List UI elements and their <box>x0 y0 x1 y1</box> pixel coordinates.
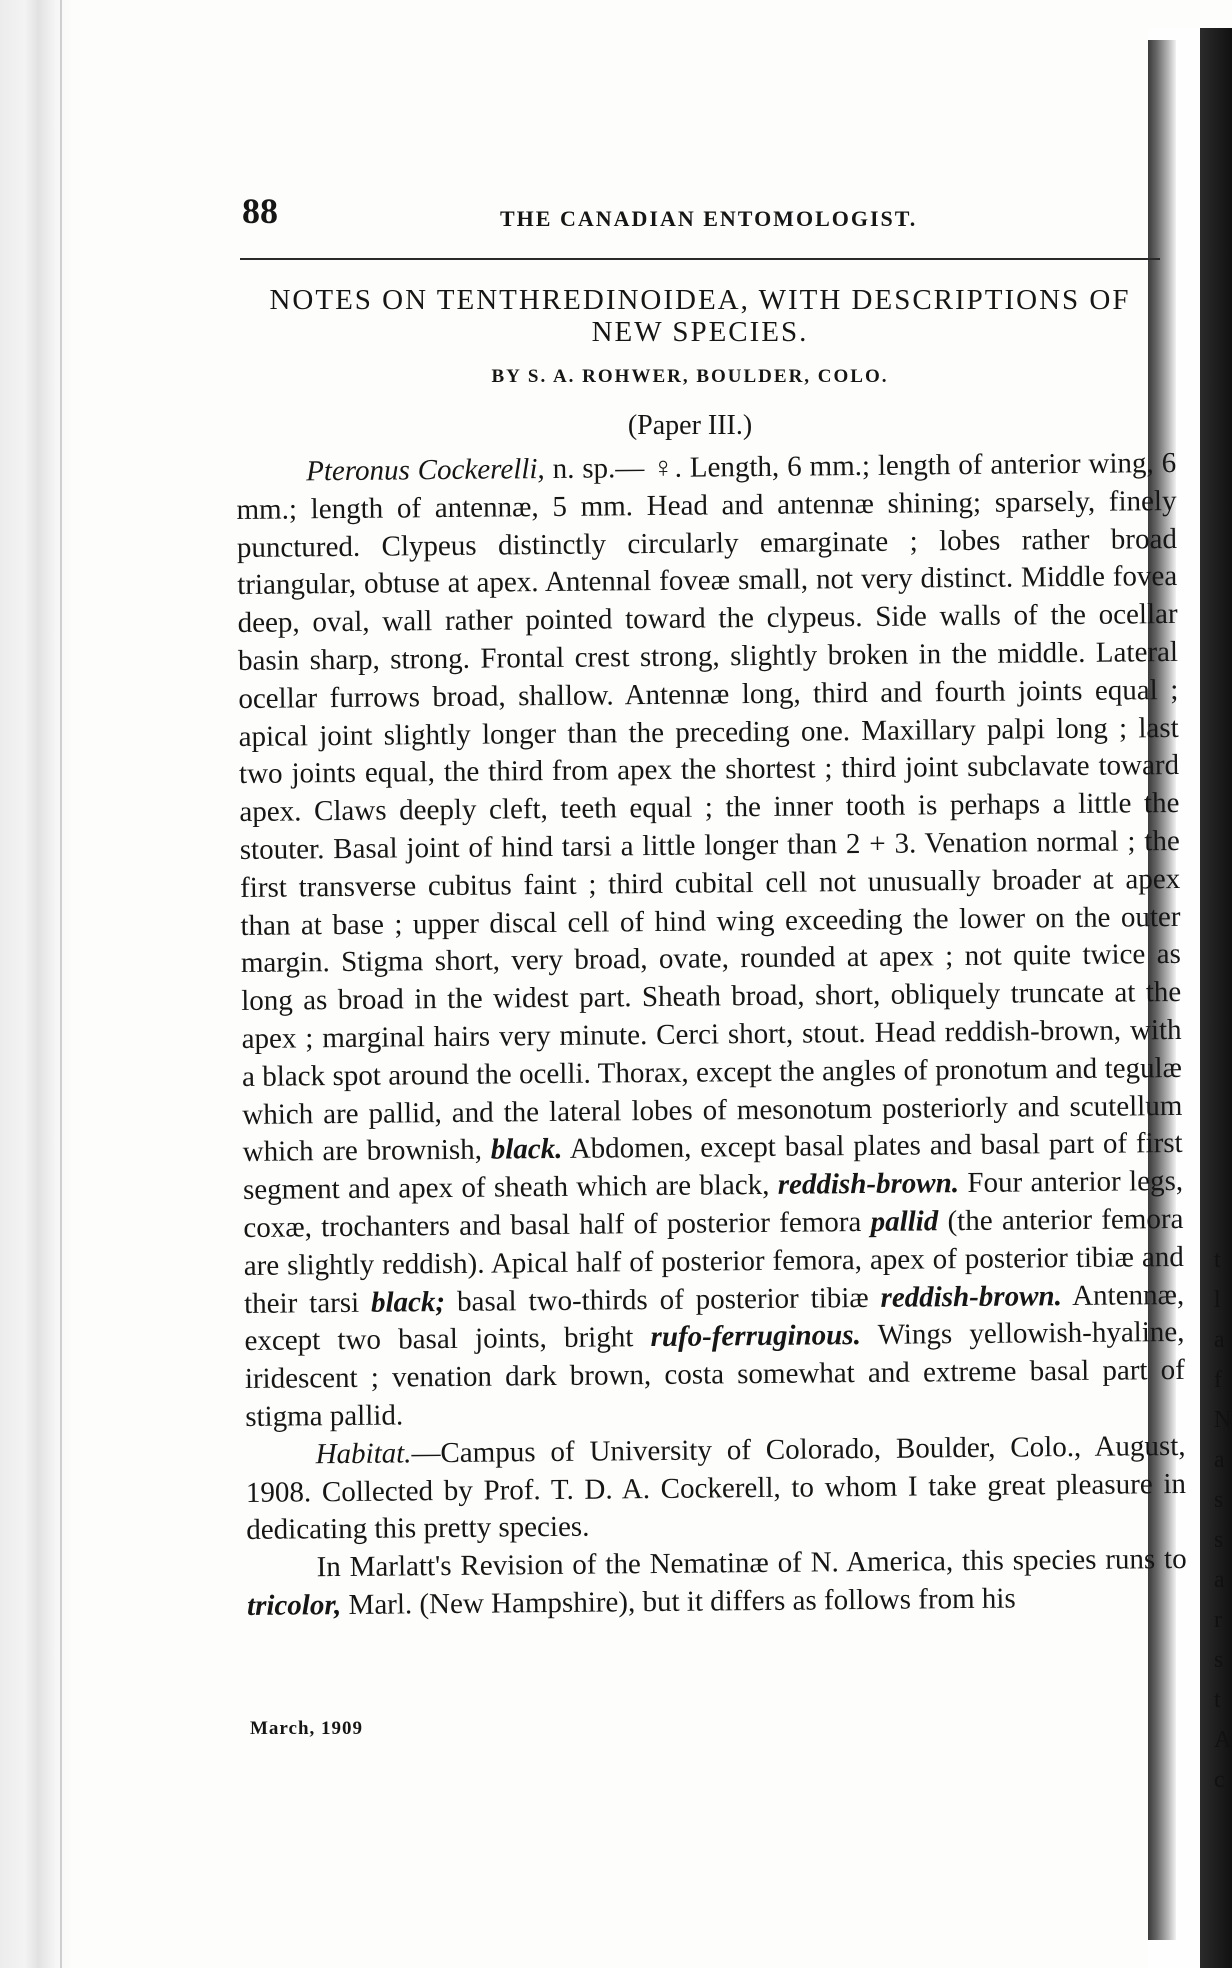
adjacent-letter: s <box>1214 1527 1224 1553</box>
title-line-2: NEW SPECIES. <box>591 316 809 348</box>
color-term: rufo-ferruginous. <box>650 1319 862 1354</box>
adjacent-letter: s <box>1214 1487 1224 1513</box>
color-term: pallid <box>870 1205 939 1238</box>
habitat-text: —Campus of University of Colorado, Boulder, Colo., August, 1908. Collected by Prof. T. D. A. Cockerell, to whom I take great pleasure in dedicating this pretty species. <box>245 1429 1187 1547</box>
description-text: Four anterior legs, coxæ, trochanters and basal half of posterior femora <box>243 1165 1184 1244</box>
remarks-text: In Marlatt's Revision of the Nematinæ of N. America, this species runs to <box>316 1543 1187 1584</box>
adjacent-letter: r <box>1214 1607 1222 1633</box>
description-text: Antennæ, except two basal joints, bright <box>244 1278 1185 1358</box>
adjacent-letter: A <box>1214 1727 1232 1753</box>
description-text: n. sp.— ♀. Length, 6 mm.; length of anterior wing, 6 mm.; length of antennæ, 5 mm. Head and antennæ shining; sparsely, finely punctured. Clypeus distinctly circularly emarginate ; lobes rather broad triangular, obtuse at apex. Antennal foveæ small, not very distinct. Middle fovea deep, oval, wall rather pointed toward the clypeus. Side walls of the ocellar basin sharp, strong. Frontal crest strong, slightly broken in the middle. Lateral ocellar furrows broad, shallow. Antennæ long, third and fourth joints equal ; apical joint slightly longer than the preceding one. Maxillary palpi long ; last two joints equal, the third from apex the shortest ; third joint subclavate toward apex. Claws deeply cleft, teeth equal ; the inner tooth is perhaps a little the stouter. Basal joint of hind tarsi a little longer than 2 + 3. Venation normal ; the first transverse cubitus faint ; third cubital cell not unusually broader at apex than at base ; upper discal cell of hind wing exceeding the lower on the outer margin. Stigma short, very broad, ovate, rounded at apex ; not quite twice as long as broad in the widest part. Sheath broad, short, obliquely truncate at the apex ; marginal hairs very minute. Cerci short, stout. Head reddish-brown, with a black spot around the ocelli. Thorax, except the angles of pronotum and tegulæ which are pallid, and the lateral lobes of mesonotum posteriorly and scutellum which are brownish, <box>236 446 1183 1169</box>
color-term: black. <box>490 1133 563 1166</box>
remarks-paragraph <box>247 1541 1188 1626</box>
journal-title: THE CANADIAN ENTOMOLOGIST. <box>500 206 918 231</box>
running-head <box>220 186 1160 236</box>
adjacent-letter: s <box>1214 1647 1224 1673</box>
adjacent-letter: t <box>1214 1247 1221 1273</box>
habitat-label: Habitat. <box>315 1437 412 1470</box>
habitat-paragraph <box>245 1428 1186 1550</box>
adjacent-letter: t <box>1214 1687 1221 1713</box>
description-text: (the anterior femora are slightly reddish). Apical half of posterior femora, apex of posterior tibiæ and their tarsi <box>243 1202 1184 1320</box>
paper-number: (Paper III.) <box>627 410 753 441</box>
title-line-1: NOTES ON TENTHREDINOIDEA, WITH DESCRIPTIONS OF <box>269 284 1131 316</box>
species-name: Pteronus Cockerelli, <box>306 453 545 488</box>
adjacent-page-text <box>1214 1240 1230 1800</box>
adjacent-letter: c <box>1214 1767 1225 1793</box>
adjacent-letter: a <box>1214 1567 1225 1593</box>
header-rule <box>240 258 1160 260</box>
description-text: Abdomen, except basal plates and basal part of first segment and apex of sheath which are black, <box>242 1127 1183 1207</box>
adjacent-letter: l <box>1214 1287 1221 1313</box>
species-description <box>236 445 1185 1437</box>
adjacent-letter: a <box>1214 1327 1225 1353</box>
description-text: Wings yellowish-hyaline, iridescent ; venation dark brown, costa somewhat and extreme basal part of stigma pallid. <box>244 1316 1185 1433</box>
adjacent-letter: N <box>1214 1407 1232 1433</box>
byline: BY S. A. ROHWER, BOULDER, COLO. <box>491 366 889 387</box>
page-number: 88 <box>242 191 278 231</box>
species-reference: tricolor, <box>246 1588 342 1622</box>
color-term: black; <box>370 1285 446 1319</box>
article-title <box>230 284 1170 348</box>
remarks-text: Marl. (New Hampshire), but it differs as follows from his <box>341 1582 1016 1621</box>
article-body <box>236 445 1187 1626</box>
description-text: basal two-thirds of posterior tibiæ <box>444 1281 881 1318</box>
adjacent-letter: a <box>1214 1447 1225 1473</box>
issue-date: March, 1909 <box>250 1718 364 1739</box>
color-term: reddish-brown. <box>880 1279 1063 1314</box>
gutter-line <box>60 0 62 1968</box>
color-term: reddish-brown. <box>777 1167 960 1201</box>
adjacent-letter: f <box>1214 1367 1222 1393</box>
